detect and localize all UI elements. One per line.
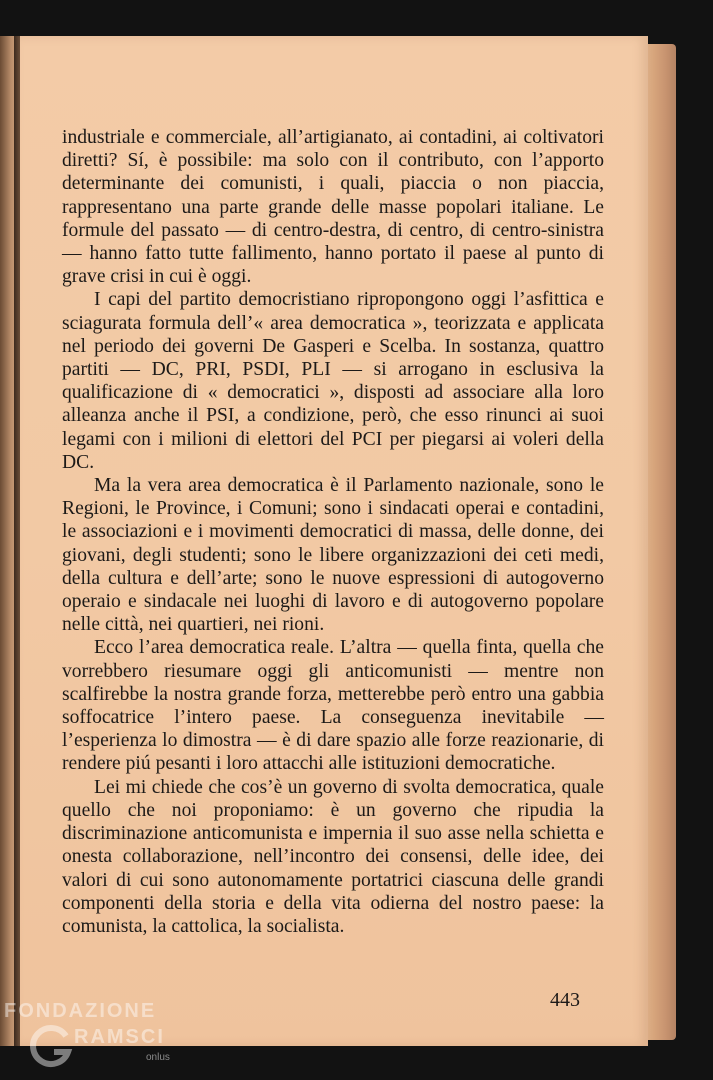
watermark-suffix: onlus	[146, 1052, 170, 1063]
book-page	[20, 36, 648, 1046]
body-text	[62, 126, 604, 938]
paragraph-2: I capi del partito democristiano ripropongono oggi l’asfittica e sciagurata formula dell’« area democratica », teorizzata e applicata nel periodo dei governi De Gasperi e Scelba. In sostanza, quattro partiti — DC, PRI, PSDI, PLI — si arrogano in esclusiva la qualificazione di « democratici », disposti ad associare alla loro alleanza anche il PSI, a condizione, però, che esso rinunci ai suoi legami con i milioni di elettori del PCI per piegarsi ai voleri della DC.	[62, 289, 604, 473]
paragraph-5: Lei mi chiede che cos’è un governo di svolta democratica, quale quello che noi proponiamo: è un governo che ripudia la discriminazione anticomunista e impernia il suo asse nella schietta e onesta collaborazione, nell’incontro dei consensi, delle idee, dei valori di cui sono autonomamente portatrici ciascuna delle grandi componenti della storia e della vita odierna del nostro paese: la comunista, la cattolica, la socialista.	[62, 776, 604, 937]
watermark-line2: RAMSCI	[74, 1026, 165, 1048]
paragraph-1: industriale e commerciale, all’artigianato, ai contadini, ai coltivatori diretti? Sí, è possibile: ma solo con il contributo, con l’apporto determinante dei comunisti, i quali, piaccia o non piaccia, rappresentano una parte grande delle masse popolari italiane. Le formule del passato — di centro-destra, di centro, di centro-sinistra — hanno fatto tutte fallimento, hanno portato il paese al punto di grave crisi in cui è oggi.	[62, 127, 604, 288]
watermark-line1: FONDAZIONE	[4, 1000, 157, 1022]
paragraph-4: Ecco l’area democratica reale. L’altra — quella finta, quella che vorrebbero riesumare oggi gli anticomunisti — mentre non scalfirebbe la nostra grande forza, metterebbe però entro una gabbia soffocatrice l’intero paese. La conseguenza inevitabile — l’esperienza lo dimostra — è di dare spazio alle forze reazionarie, di rendere piú pesanti i loro attacchi alle istituzioni democratiche.	[62, 637, 604, 775]
page-number: 443	[550, 989, 580, 1011]
paragraph-3: Ma la vera area democratica è il Parlamento nazionale, sono le Regioni, le Province, i Comuni; sono i sindacati operai e contadini, le associazioni e i movimenti democratici di massa, delle donne, dei giovani, degli studenti; sono le libere organizzazioni dei ceti medi, della cultura e dell’arte; sono le nuove espressioni di autogoverno operaio e sindacale nei luoghi di lavoro e di autogoverno popolare nelle città, nei quartieri, nei rioni.	[62, 475, 604, 636]
gramsci-g-logo-icon	[28, 1022, 76, 1070]
watermark	[4, 1000, 204, 1076]
